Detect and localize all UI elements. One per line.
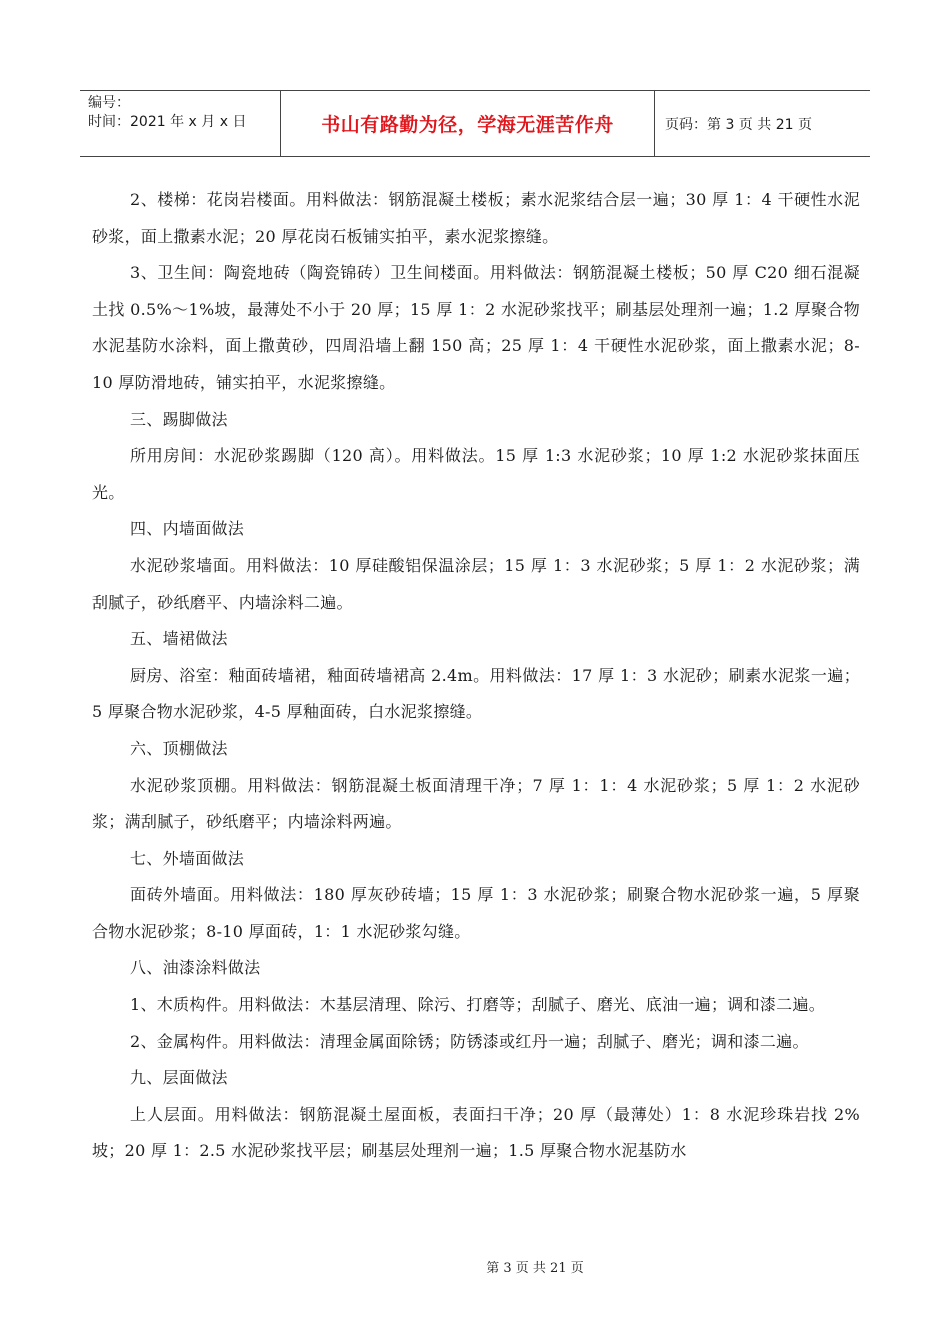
paragraph: 1、木质构件。用料做法：木基层清理、除污、打磨等；刮腻子、磨光、底油一遍；调和漆二遍。 <box>130 995 826 1015</box>
paragraph: 面砖外墙面。用料做法：180 厚灰砂砖墙；15 厚 1：3 水泥砂浆；刷聚合物水泥砂浆一遍，5 厚聚合物水泥砂浆；8-10 厚面砖，1：1 水泥砂浆勾缝。 <box>92 885 860 941</box>
paragraph: 厨房、浴室：釉面砖墙裙，釉面砖墙裙高 2.4m。用料做法：17 厚 1：3 水泥砂；刷素水泥浆一遍；5 厚聚合物水泥砂浆，4-5 厚釉面砖，白水泥浆擦缝。 <box>92 665 860 722</box>
section-heading: 七、外墙面做法 <box>130 848 245 868</box>
paragraph: 上人层面。用料做法：钢筋混凝土屋面板，表面扫干净；20 厚（最薄处）1：8 水泥珍珠岩找 2%坡；20 厚 1：2.5 水泥砂浆找平层；刷基层处理剂一遍；1.5 厚聚合物水泥基防水 <box>92 1104 860 1161</box>
paragraph: 2、楼梯：花岗岩楼面。用料做法：钢筋混凝土楼板；素水泥浆结合层一遍；30 厚 1：4 干硬性水泥砂浆，面上撒素水泥；20 厚花岗石板铺实拍平，素水泥浆擦缝。 <box>92 190 860 246</box>
time-label: 时间：2021 年 x 月 x 日 <box>88 114 247 130</box>
section-heading: 九、层面做法 <box>130 1068 228 1088</box>
section-heading: 六、顶棚做法 <box>130 738 228 758</box>
document-body <box>92 182 860 1170</box>
header-page-info: 页码：第 3 页 共 21 页 <box>665 116 812 133</box>
page-footer: 第 3 页 共 21 页 <box>486 1261 584 1276</box>
paragraph: 水泥砂浆顶棚。用料做法：钢筋混凝土板面清理干净；7 厚 1：1：4 水泥砂浆；5 厚 1：2 水泥砂浆；满刮腻子，砂纸磨平；内墙涂料两遍。 <box>92 775 860 832</box>
paragraph: 3、卫生间：陶瓷地砖（陶瓷锦砖）卫生间楼面。用料做法：钢筋混凝土楼板；50 厚 C20 细石混凝土找 0.5%～1%坡，最薄处不小于 20 厚；15 厚 1：2 水泥砂浆找平；刷基层处理剂一遍；1.2 厚聚合物水泥基防水涂料，面上撒黄砂，四周沿墙上翻 150 高；25 厚 1：4 干硬性水泥砂浆，面上撒素水泥；8-10 厚防滑地砖，铺实拍平，水泥浆擦缝。 <box>92 263 860 392</box>
paragraph: 2、金属构件。用料做法：清理金属面除锈；防锈漆或红丹一遍；刮腻子、磨光；调和漆二遍。 <box>130 1031 809 1051</box>
header-motto: 书山有路勤为径，学海无涯苦作舟 <box>281 91 655 156</box>
section-heading: 三、踢脚做法 <box>130 409 228 429</box>
header-meta <box>80 91 281 156</box>
page-header <box>80 90 870 157</box>
section-heading: 八、油漆涂料做法 <box>130 958 261 978</box>
paragraph: 水泥砂浆墙面。用料做法：10 厚硅酸铝保温涂层；15 厚 1：3 水泥砂浆；5 厚 1：2 水泥砂浆；满刮腻子，砂纸磨平、内墙涂料二遍。 <box>92 555 860 612</box>
section-heading: 四、内墙面做法 <box>130 519 245 539</box>
section-heading: 五、墙裙做法 <box>130 629 228 649</box>
paragraph: 所用房间：水泥砂浆踢脚（120 高）。用料做法。15 厚 1:3 水泥砂浆；10 厚 1:2 水泥砂浆抹面压光。 <box>92 446 860 502</box>
number-label: 编号： <box>88 95 130 111</box>
